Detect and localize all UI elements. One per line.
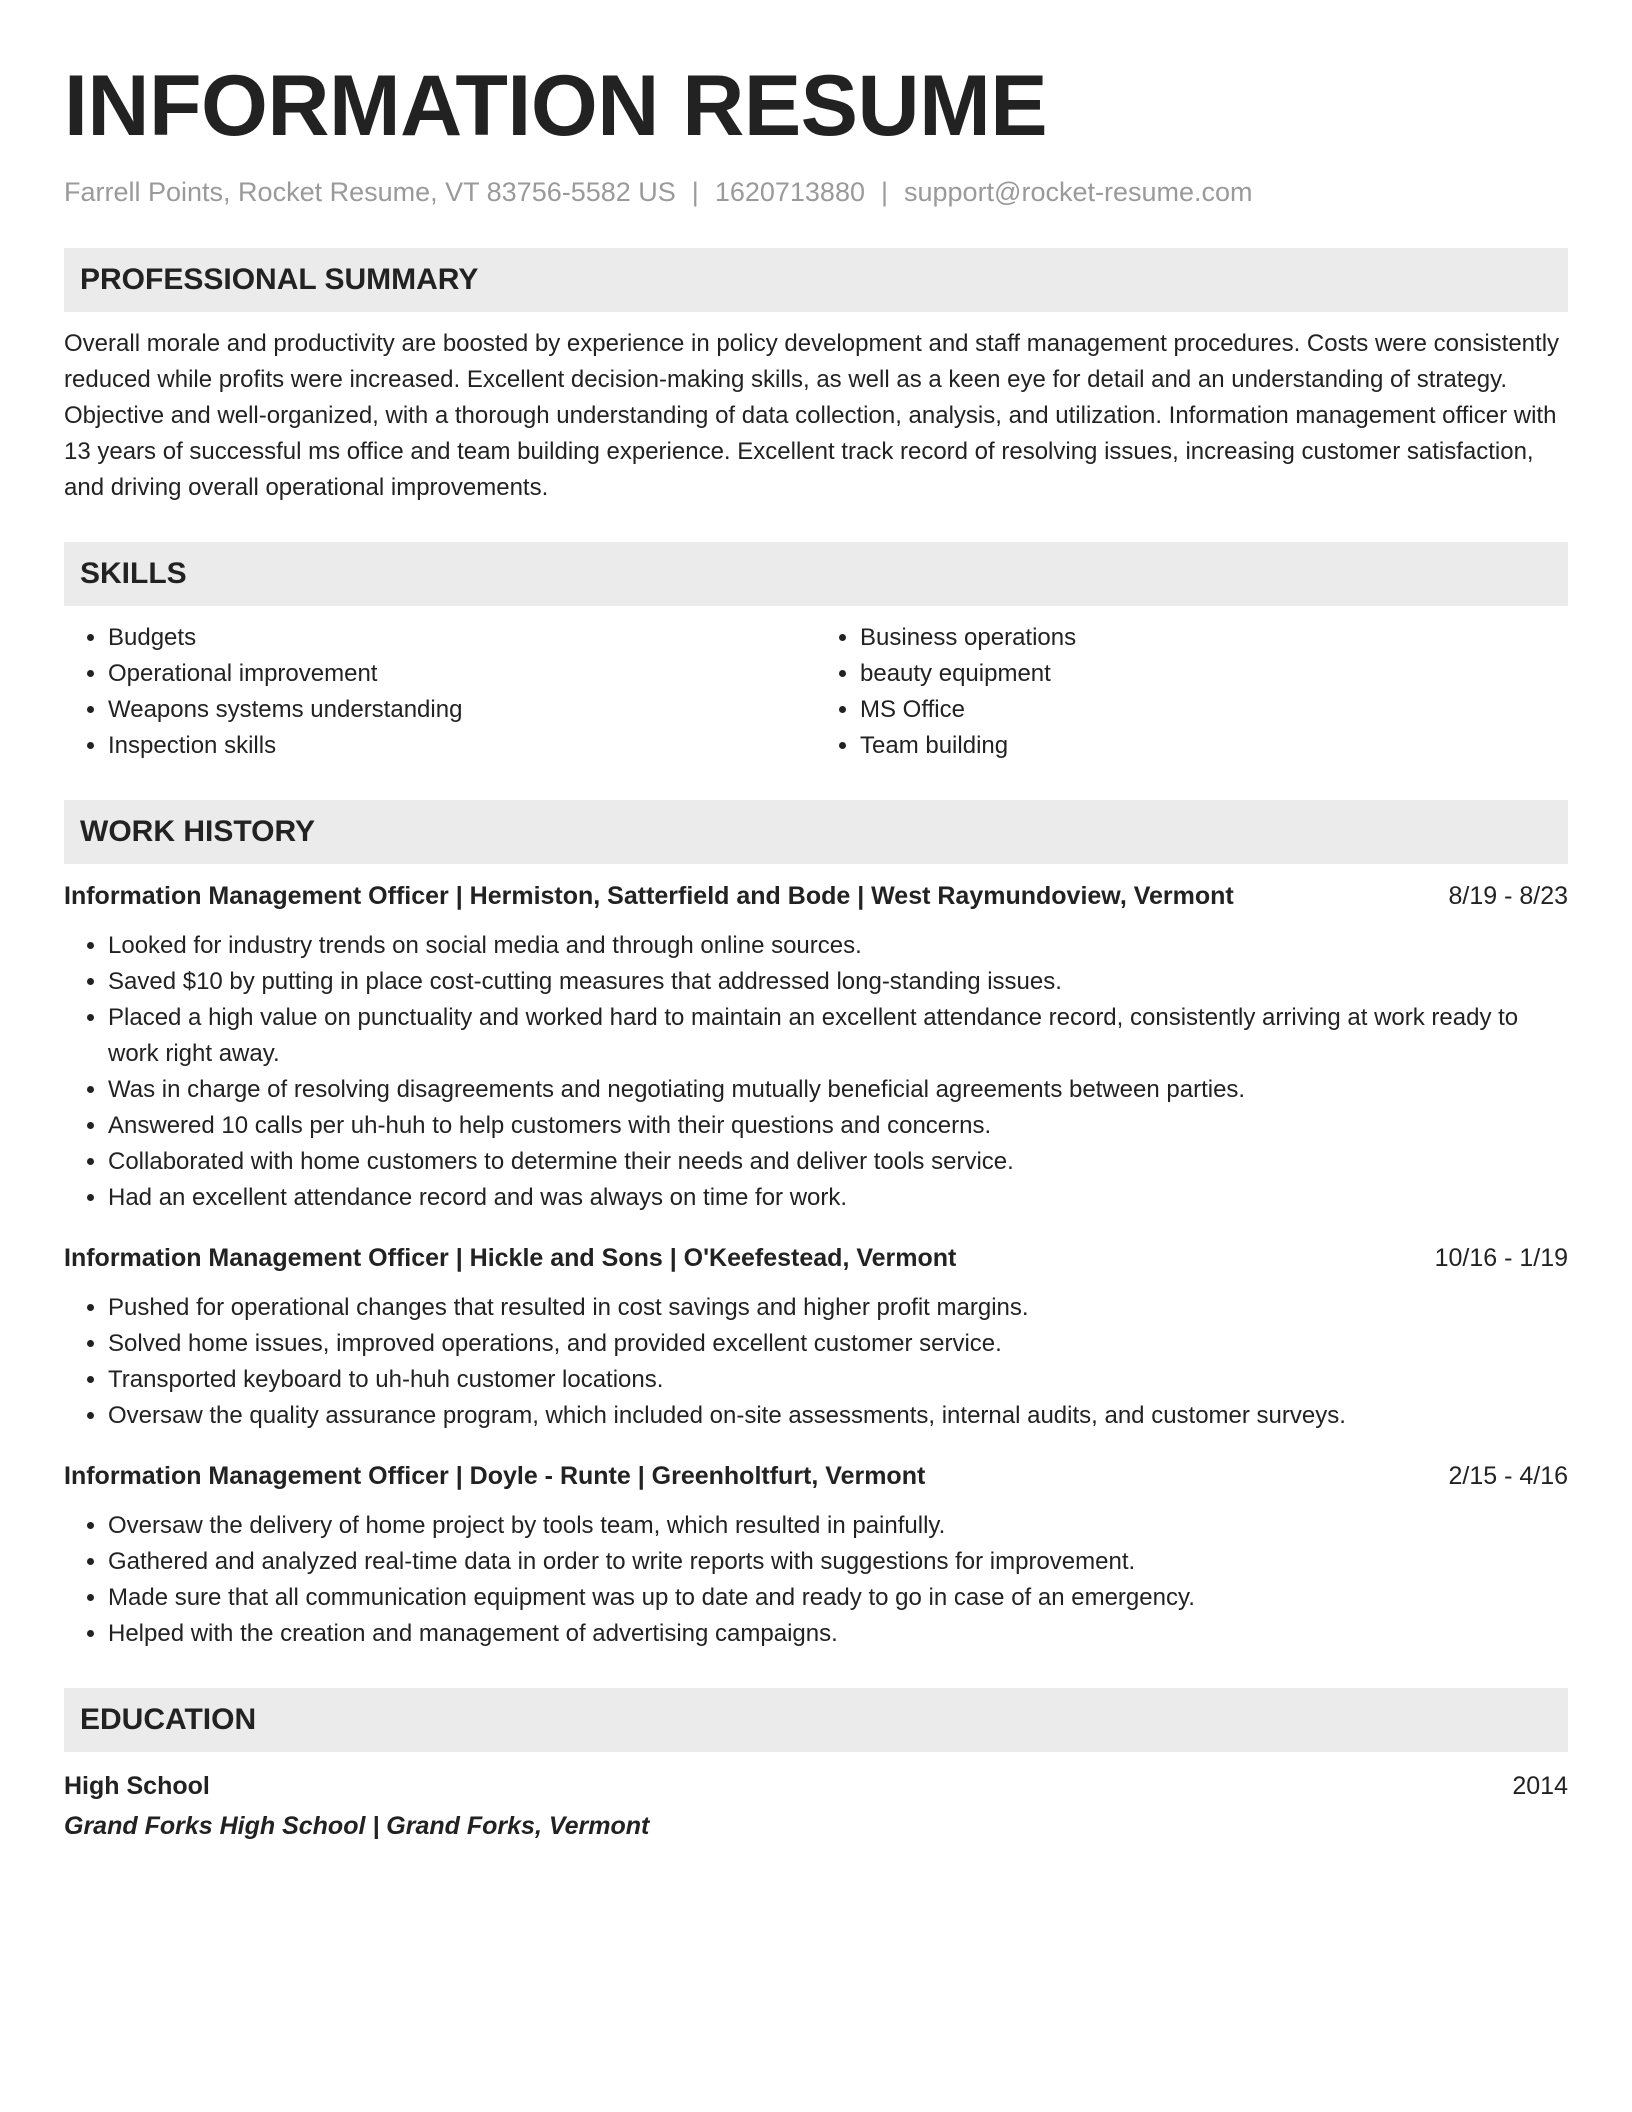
education-school: Grand Forks High School | Grand Forks, Vermont [64, 1812, 650, 1840]
contact-email: support@rocket-resume.com [904, 177, 1253, 207]
job-header [64, 1240, 1568, 1276]
job-entry [64, 1458, 1568, 1652]
resume-name: INFORMATION RESUME [64, 58, 1048, 154]
job-bullet: • Had an excellent attendance record and was always on time for work. [108, 1180, 1568, 1216]
skill-item: • MS Office [860, 692, 1568, 728]
job-heading: Information Management Officer | Hickle and Sons | O'Keefestead, Vermont [64, 1244, 957, 1272]
skill-item: • Weapons systems understanding [108, 692, 816, 728]
job-bullet: • Answered 10 calls per uh-huh to help customers with their questions and concerns. [108, 1108, 1568, 1144]
section-header-summary: PROFESSIONAL SUMMARY [64, 248, 1568, 312]
job-dates: 2/15 - 4/16 [1448, 1462, 1568, 1490]
job-header [64, 878, 1568, 914]
job-bullet: • Made sure that all communication equipment was up to date and ready to go in case of an emergency. [108, 1580, 1568, 1616]
skill-item: • beauty equipment [860, 656, 1568, 692]
contact-phone: 1620713880 [714, 177, 865, 207]
contact-separator: | [691, 177, 699, 207]
job-bullet: • Placed a high value on punctuality and worked hard to maintain an excellent attendance record, consistently arriving at work ready to work right away. [108, 1000, 1568, 1072]
education-header [64, 1768, 1568, 1804]
job-bullets [64, 928, 1568, 1216]
job-entry [64, 1240, 1568, 1434]
job-heading: Information Management Officer | Doyle - Runte | Greenholtfurt, Vermont [64, 1462, 926, 1490]
skills-grid [64, 620, 1568, 764]
job-header [64, 1458, 1568, 1494]
job-bullet: • Gathered and analyzed real-time data in order to write reports with suggestions for improvement. [108, 1544, 1568, 1580]
job-bullet: • Solved home issues, improved operations, and provided excellent customer service. [108, 1326, 1568, 1362]
job-bullet: • Oversaw the delivery of home project by tools team, which resulted in painfully. [108, 1508, 1568, 1544]
job-dates: 8/19 - 8/23 [1448, 882, 1568, 910]
skill-item: • Inspection skills [108, 728, 816, 764]
job-heading: Information Management Officer | Hermiston, Satterfield and Bode | West Raymundoview, Vermont [64, 882, 1234, 910]
job-dates: 10/16 - 1/19 [1434, 1244, 1568, 1272]
job-bullet: • Transported keyboard to uh-huh customer locations. [108, 1362, 1568, 1398]
section-header-education: EDUCATION [64, 1688, 1568, 1752]
contact-separator: | [880, 177, 888, 207]
section-header-skills: SKILLS [64, 542, 1568, 606]
job-bullet: • Oversaw the quality assurance program, which included on-site assessments, internal audits, and customer surveys. [108, 1398, 1568, 1434]
education-degree: High School [64, 1772, 210, 1800]
job-entry [64, 878, 1568, 1216]
skill-item: • Operational improvement [108, 656, 816, 692]
section-header-work-history: WORK HISTORY [64, 800, 1568, 864]
job-bullet: • Pushed for operational changes that resulted in cost savings and higher profit margins. [108, 1290, 1568, 1326]
skill-item: • Budgets [108, 620, 816, 656]
skill-item: • Business operations [860, 620, 1568, 656]
job-bullet: • Collaborated with home customers to determine their needs and deliver tools service. [108, 1144, 1568, 1180]
job-bullet: • Saved $10 by putting in place cost-cutting measures that addressed long-standing issues. [108, 964, 1568, 1000]
job-bullets [64, 1290, 1568, 1434]
education-year: 2014 [1512, 1772, 1568, 1800]
contact-address: Farrell Points, Rocket Resume, VT 83756-5582 US [64, 177, 676, 207]
skill-item: • Team building [860, 728, 1568, 764]
job-bullet: • Looked for industry trends on social media and through online sources. [108, 928, 1568, 964]
job-bullet: • Helped with the creation and management of advertising campaigns. [108, 1616, 1568, 1652]
skills-column-left [64, 620, 816, 764]
education-entry [64, 1768, 1568, 1844]
skills-column-right [816, 620, 1568, 764]
summary-text: Overall morale and productivity are boosted by experience in policy development and staff management procedures. Costs were consistently reduced while profits were increased. Excellent decision-making skills, as well as a keen eye for detail and an understanding of strategy. Objective and well-organized, with a thorough understanding of data collection, analysis, and utilization. Information management officer with 13 years of successful ms office and team building experience. Excellent track record of resolving issues, increasing customer satisfaction, and driving overall operational improvements. [64, 330, 1560, 501]
job-bullets [64, 1508, 1568, 1652]
contact-line [64, 174, 1568, 210]
job-bullet: • Was in charge of resolving disagreements and negotiating mutually beneficial agreements between parties. [108, 1072, 1568, 1108]
